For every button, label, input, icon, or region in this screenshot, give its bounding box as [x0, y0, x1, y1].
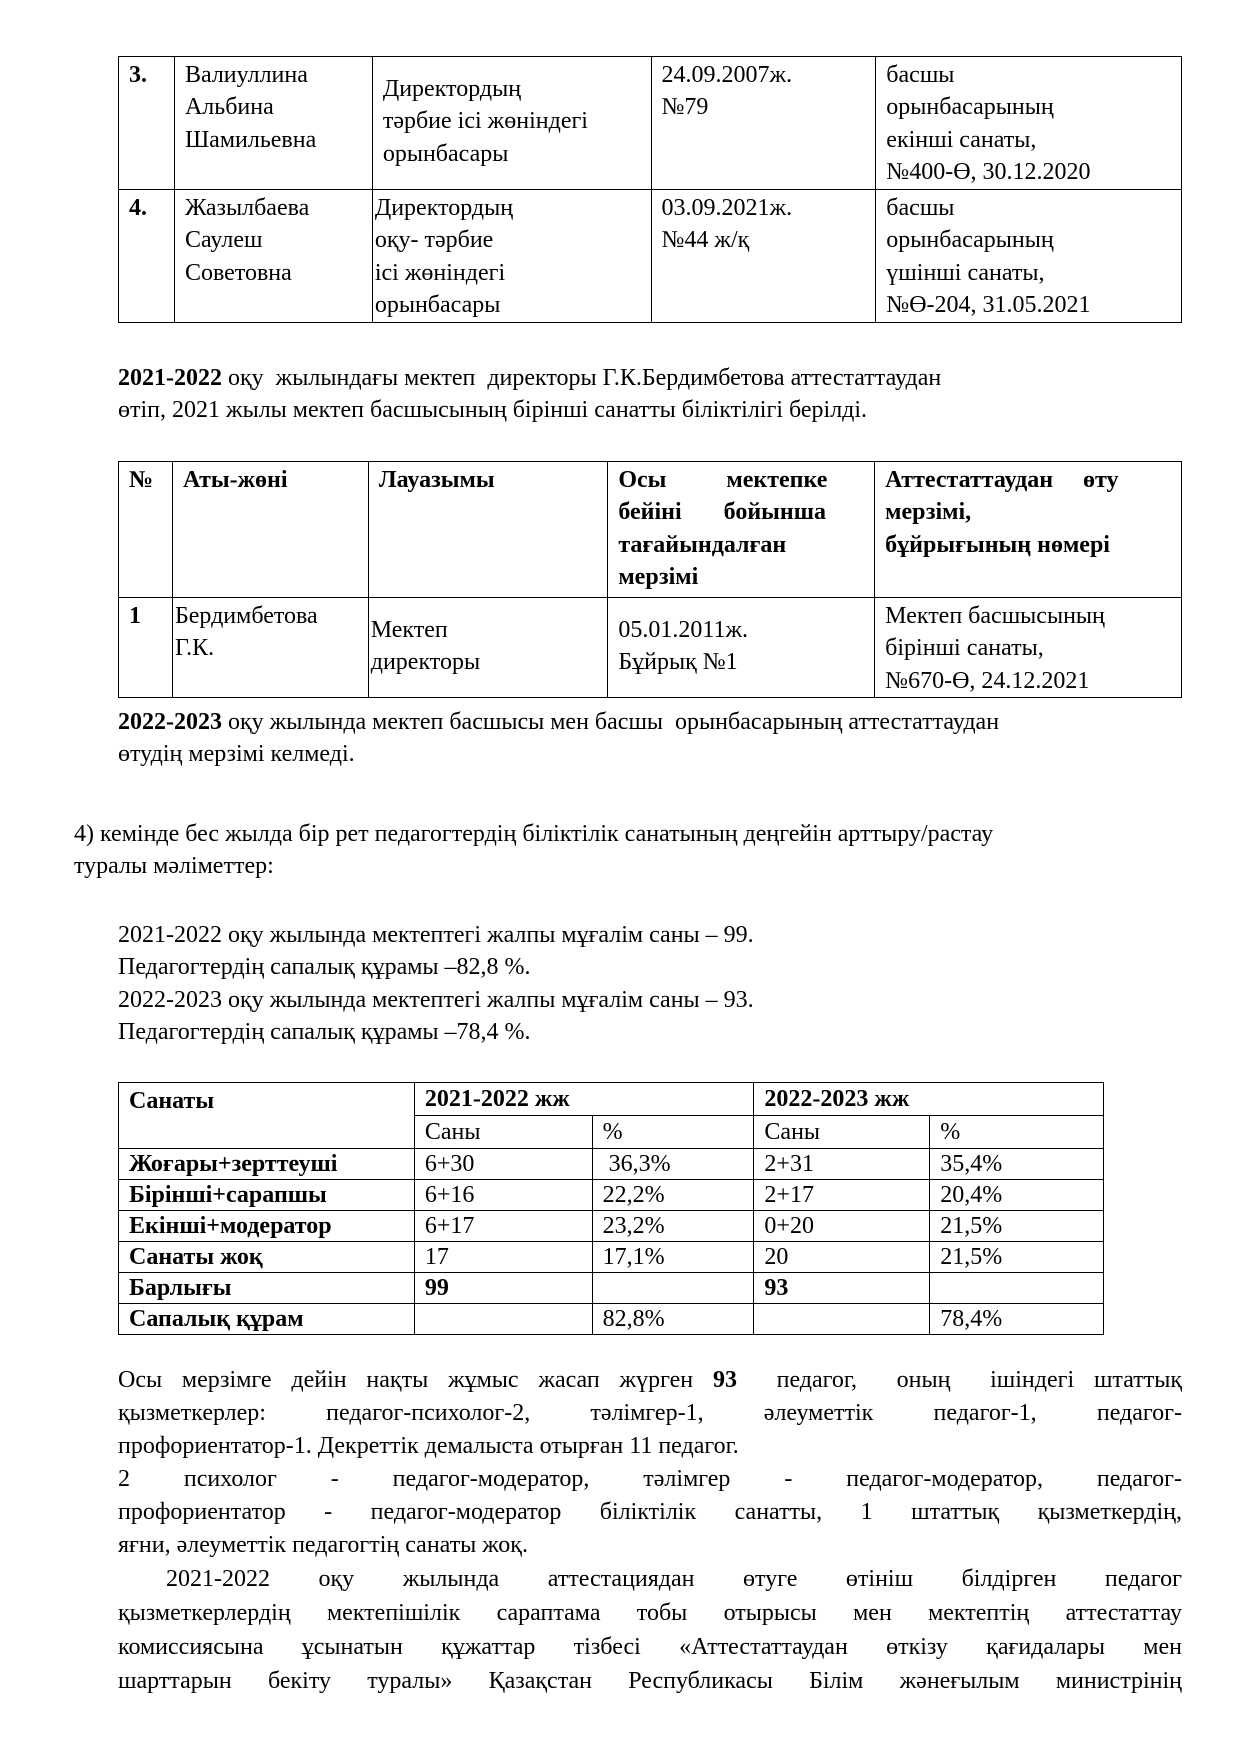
- stat-line: 2021-2022 оқу жылында мектептегі жалпы мұғалім саны – 99.: [118, 922, 754, 948]
- qualification-category: басшы орынбасарының екінші санаты, №400-Ө, 30.12.2020: [876, 57, 1182, 190]
- row-number: 1: [119, 598, 173, 698]
- employee-name: Бердимбетова Г.К.: [172, 598, 368, 698]
- table-row: [119, 1149, 1104, 1180]
- count-2022-2023: 0+20: [754, 1211, 930, 1242]
- table-body: [119, 1149, 1104, 1335]
- col-header-percent: %: [592, 1116, 754, 1149]
- count-2022-2023: [754, 1304, 930, 1335]
- table-row: [119, 1242, 1104, 1273]
- staff-paragraph: Осы мерзімге дейін нақты жұмыс жасап жүрген 93 педагог, оның ішіндегі штаттық қызметкерлер: педагог-психолог-2, тәлімгер-1, әлеуметтік педагог-1, педагог- профориентатор-1. Декреттік демалыста отырған 11 педагог.: [118, 1367, 1183, 1459]
- teacher-stats: [118, 919, 1182, 1049]
- percent-2021-2022: [592, 1273, 754, 1304]
- percent-2021-2022: 36,3%: [592, 1149, 754, 1180]
- employee-name: Валиуллина Альбина Шамильевна: [174, 57, 372, 190]
- col-header-percent: %: [930, 1116, 1104, 1149]
- teacher-count: 93: [712, 1367, 737, 1393]
- count-2021-2022: 99: [414, 1273, 592, 1304]
- col-header-category: Санаты: [119, 1083, 415, 1149]
- col-header-name: Аты-жөні: [172, 462, 368, 598]
- table-row: [119, 57, 1182, 190]
- percent-2022-2023: [930, 1273, 1104, 1304]
- table-row: [119, 1211, 1104, 1242]
- stat-line: Педагогтердің сапалық құрамы –82,8 %.: [118, 954, 531, 981]
- deputies-attestation-paragraph: 2022-2023 оқу жылында мектеп басшысы мен басшы орынбасарының аттестаттаудан өтудің мерзімі келмеді.: [118, 709, 1000, 768]
- percent-2022-2023: 20,4%: [930, 1180, 1104, 1211]
- category-label: Санаты жоқ: [119, 1242, 415, 1273]
- percent-2021-2022: 22,2%: [592, 1180, 754, 1211]
- table-row: [119, 1273, 1104, 1304]
- table-row: [119, 1180, 1104, 1211]
- stat-line: Педагогтердің сапалық құрамы –78,4 %.: [118, 1019, 531, 1046]
- count-2022-2023: 20: [754, 1242, 930, 1273]
- qualification-category: басшы орынбасарының үшінші санаты, №Ө-204, 31.05.2021: [876, 190, 1182, 323]
- count-2021-2022: 6+30: [414, 1149, 592, 1180]
- col-header-year-2021-2022: 2021-2022 жж: [414, 1083, 754, 1116]
- percent-2022-2023: 21,5%: [930, 1211, 1104, 1242]
- category-label: Жоғары+зерттеуші: [119, 1149, 415, 1180]
- row-number: 3.: [119, 57, 175, 190]
- percent-2021-2022: 82,8%: [592, 1304, 754, 1335]
- count-2022-2023: 2+31: [754, 1149, 930, 1180]
- count-2022-2023: 93: [754, 1273, 930, 1304]
- deputies-table: [118, 56, 1182, 323]
- employee-name: Жазылбаева Саулеш Советовна: [174, 190, 372, 323]
- table-row: [119, 1304, 1104, 1335]
- appointment-date: 05.01.2011ж. Бұйрық №1: [608, 598, 875, 698]
- percent-2022-2023: 21,5%: [930, 1242, 1104, 1273]
- category-label: Сапалық құрам: [119, 1304, 415, 1335]
- table-row: [119, 190, 1182, 323]
- col-header-number: №: [119, 462, 173, 598]
- count-2021-2022: 6+17: [414, 1211, 592, 1242]
- stat-line: 2022-2023 оқу жылында мектептегі жалпы мұғалім саны – 93.: [118, 986, 754, 1013]
- row-number: 4.: [119, 190, 175, 323]
- count-2021-2022: [414, 1304, 592, 1335]
- percent-2021-2022: 23,2%: [592, 1211, 754, 1242]
- director-attestation-paragraph: 2021-2022 оқу жылындағы мектеп директоры Г.К.Бердимбетова аттестаттаудан өтіп, 2021 жылы мектеп басшысының бірінші санатты біліктілігі берілді.: [118, 365, 942, 424]
- category-label: Барлығы: [119, 1273, 415, 1304]
- col-header-attestation: Аттестаттаудан өту мерзімі, бұйрығының нөмері: [875, 462, 1182, 598]
- table-header-row: [119, 1083, 1104, 1116]
- table-header-row: [119, 462, 1182, 598]
- director-table: [118, 461, 1182, 698]
- count-2021-2022: 6+16: [414, 1180, 592, 1211]
- section-4-heading: 4) кемінде бес жылда бір рет педагогтердің біліктілік санатының деңгейін арттыру/растау туралы мәліметтер:: [74, 821, 994, 880]
- category-label: Бірінші+сарапшы: [119, 1180, 415, 1211]
- count-2021-2022: 17: [414, 1242, 592, 1273]
- year-label: 2021-2022: [118, 365, 222, 391]
- employee-position: Директордың оқу- тәрбие ісі жөніндегі орынбасары: [372, 190, 651, 323]
- count-2022-2023: 2+17: [754, 1180, 930, 1211]
- col-header-year-2022-2023: 2022-2023 жж: [754, 1083, 1104, 1116]
- col-header-count: Саны: [414, 1116, 592, 1149]
- categories-paragraph: 2 психолог - педагог-модератор, тәлімгер - педагог-модератор, педагог- профориентатор - педагог-модератор біліктілік санатты, 1 штаттық қызметкердің, яғни, әлеуметтік педагогтің санаты жоқ.: [118, 1466, 1182, 1558]
- table-row: [119, 598, 1182, 698]
- percent-2022-2023: 35,4%: [930, 1149, 1104, 1180]
- category-label: Екінші+модератор: [119, 1211, 415, 1242]
- year-label: 2022-2023: [118, 709, 222, 735]
- appointment-date: 03.09.2021ж. №44 ж/қ: [651, 190, 876, 323]
- percent-2022-2023: 78,4%: [930, 1304, 1104, 1335]
- qualification-category-table: [118, 1082, 1104, 1335]
- appointment-date: 24.09.2007ж. №79: [651, 57, 876, 190]
- col-header-position: Лауазымы: [368, 462, 608, 598]
- percent-2021-2022: 17,1%: [592, 1242, 754, 1273]
- attestation-info: Мектеп басшысының бірінші санаты, №670-Ө, 24.12.2021: [875, 598, 1182, 698]
- attestation-docs-paragraph: 2021-2022 оқу жылында аттестациядан өтуге өтініш білдірген педагог қызметкерлердің мектепішілік сараптама тобы отырысы мен мектептің аттестаттау комиссиясына ұсынатын құжаттар тізбесі «Аттестаттаудан өткізу қағидалары мен шарттарын бекіту туралы» Қазақстан Республикасы Білім жәнеғылым министрінің: [118, 1566, 1182, 1694]
- col-header-appointed: Осы мектепке бейіні бойынша тағайындалған мерзімі: [608, 462, 875, 598]
- employee-position: Директордың тәрбие ісі жөніндегі орынбасары: [372, 57, 651, 190]
- col-header-count: Саны: [754, 1116, 930, 1149]
- employee-position: Мектеп директоры: [368, 598, 608, 698]
